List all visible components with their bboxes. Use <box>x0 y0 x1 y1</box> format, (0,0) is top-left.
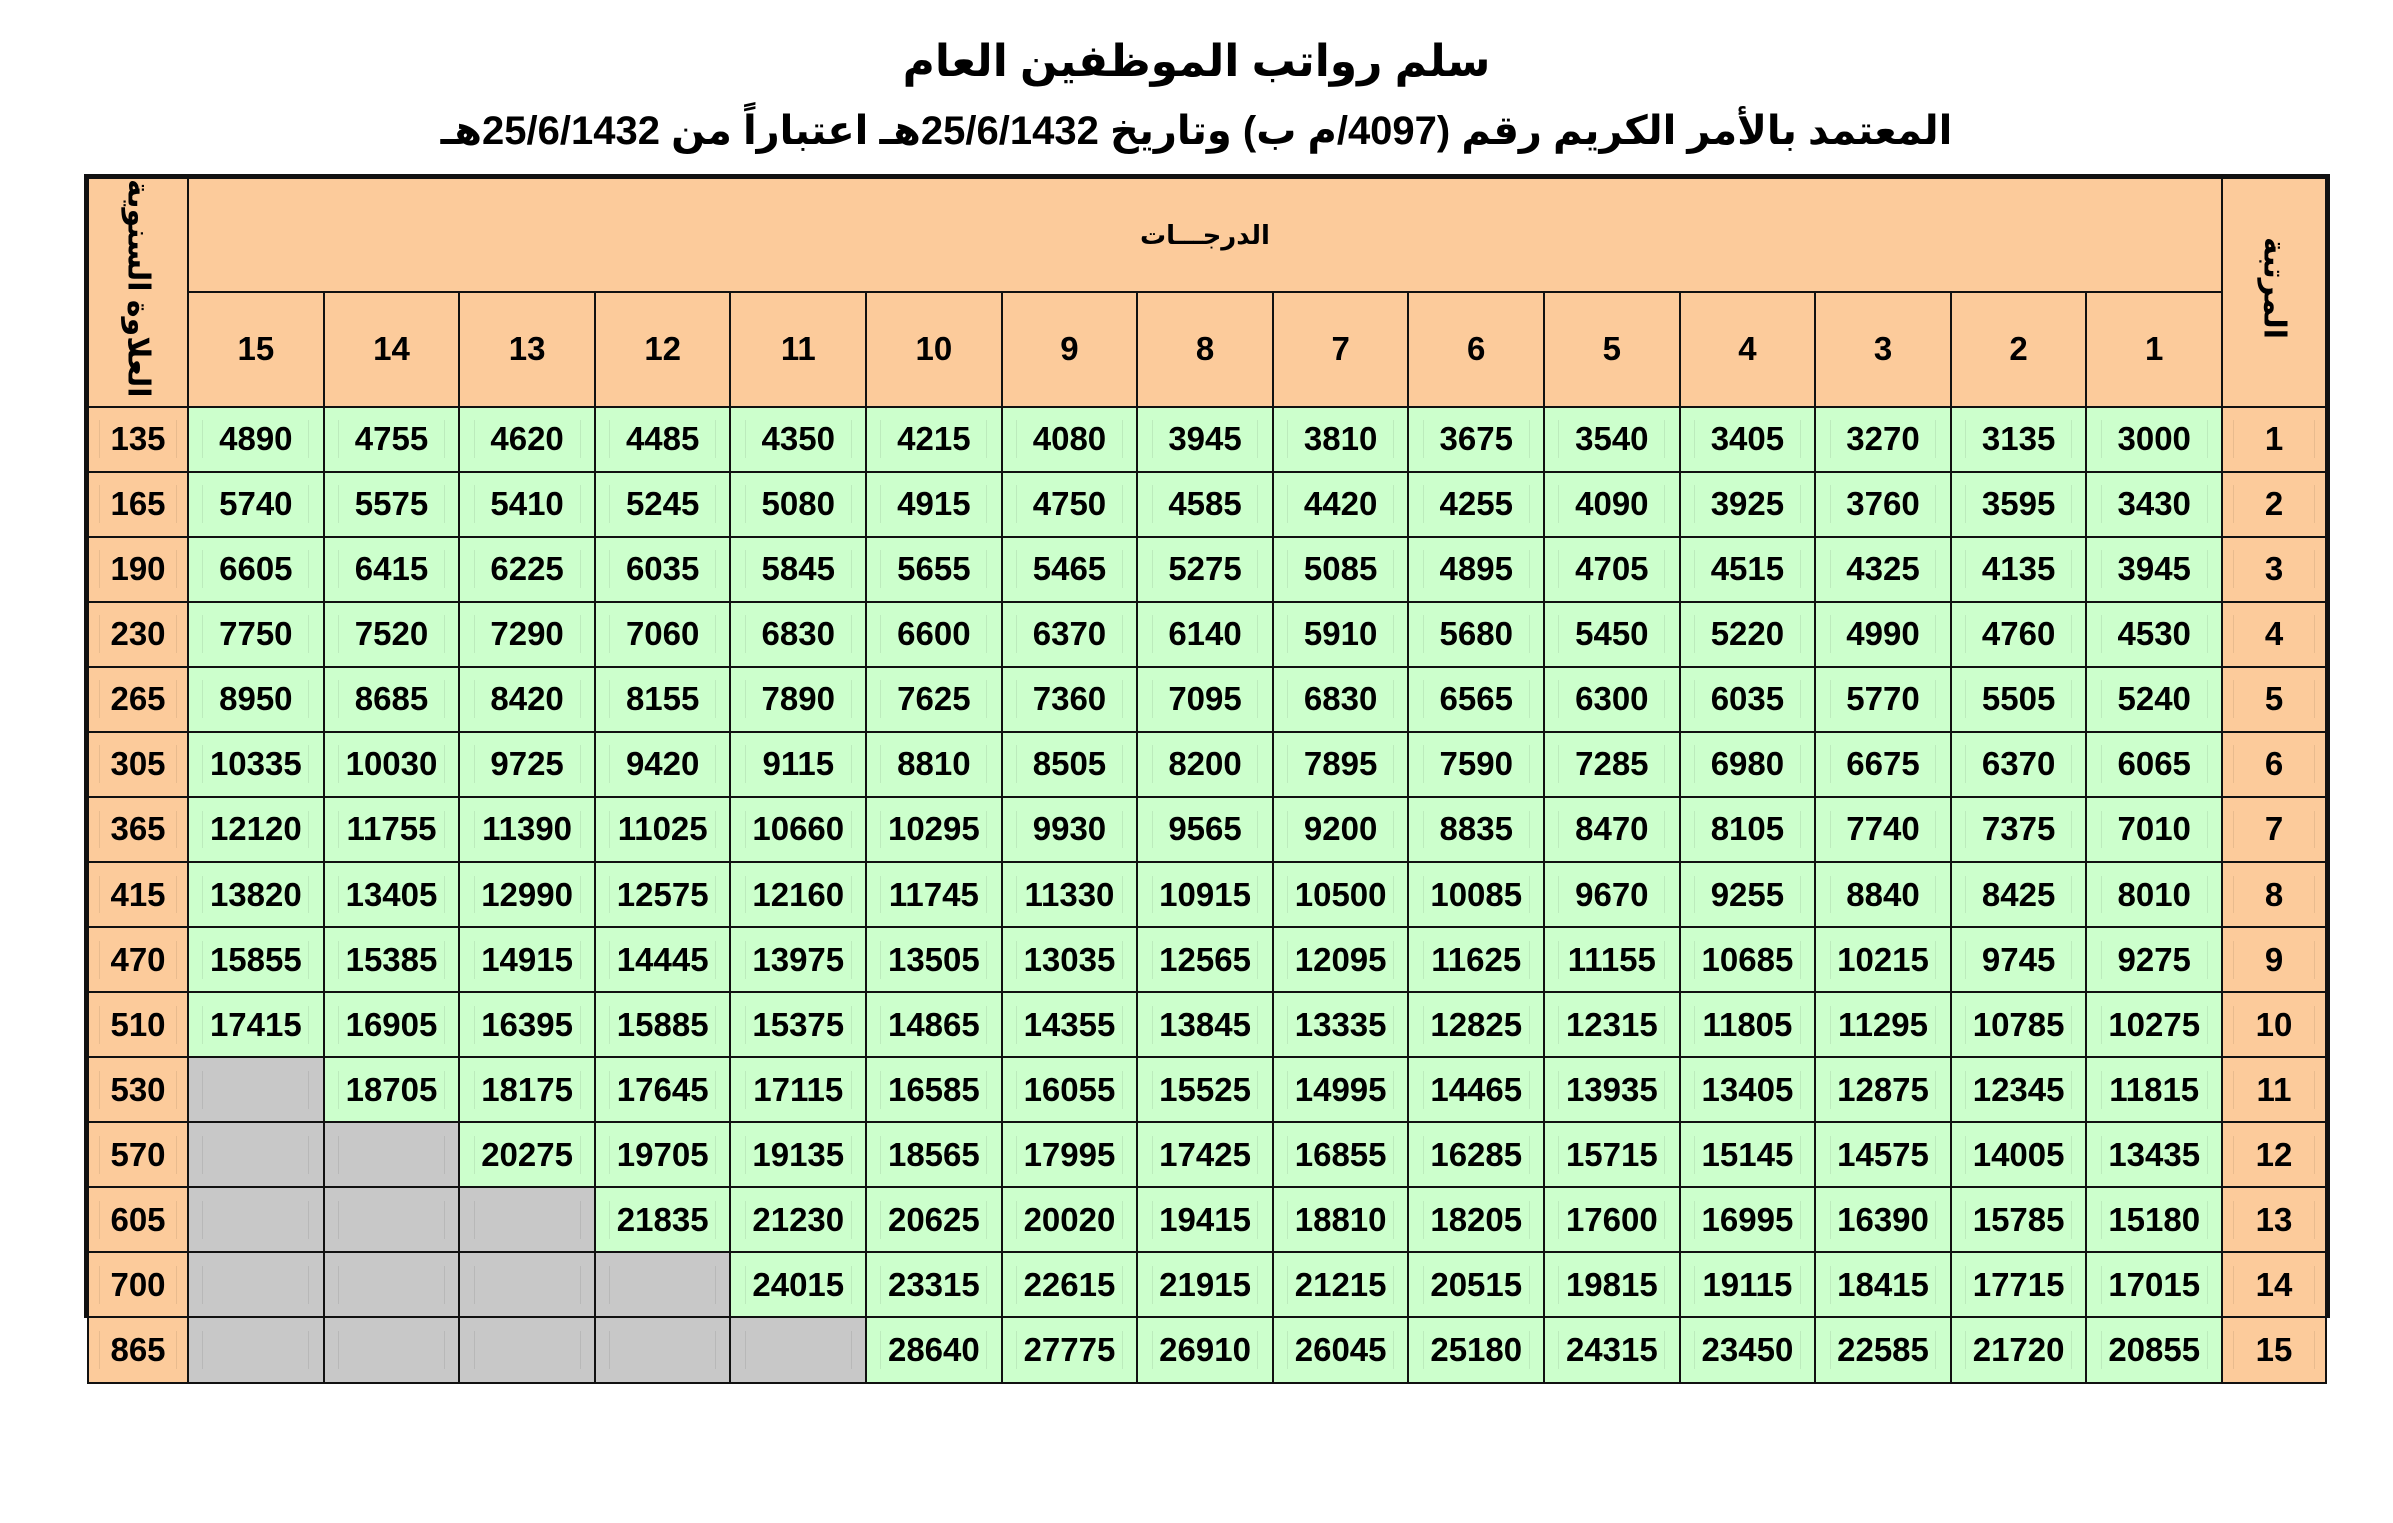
table-row <box>88 992 2326 1057</box>
salary-cell: 11025 <box>595 797 731 862</box>
salary-cell: 6830 <box>730 602 866 667</box>
salary-cell: 14445 <box>595 927 731 992</box>
salary-cell: 5240 <box>2086 667 2222 732</box>
salary-cell: 19705 <box>595 1122 731 1187</box>
salary-cell: 18205 <box>1408 1187 1544 1252</box>
degrees-header: الدرجـــات <box>188 178 2222 292</box>
salary-cell: 23450 <box>1680 1317 1816 1382</box>
salary-cell: 7895 <box>1273 732 1409 797</box>
annual-increment-cell: 700 <box>88 1252 188 1317</box>
salary-cell: 5680 <box>1408 602 1544 667</box>
salary-cell: 21230 <box>730 1187 866 1252</box>
table-row <box>88 927 2326 992</box>
salary-cell: 10685 <box>1680 927 1816 992</box>
salary-cell: 7590 <box>1408 732 1544 797</box>
empty-cell <box>459 1317 595 1382</box>
salary-cell: 5410 <box>459 472 595 537</box>
empty-cell <box>324 1187 460 1252</box>
salary-cell: 6600 <box>866 602 1002 667</box>
salary-cell: 4620 <box>459 407 595 472</box>
degree-header-2: 2 <box>1951 292 2087 406</box>
annual-increment-cell: 415 <box>88 862 188 927</box>
annual-increment-cell: 865 <box>88 1317 188 1382</box>
degree-header-1: 1 <box>2086 292 2222 406</box>
salary-cell: 9275 <box>2086 927 2222 992</box>
rank-header: المرتبة <box>2222 178 2326 407</box>
salary-cell: 13405 <box>324 862 460 927</box>
salary-cell: 24315 <box>1544 1317 1680 1382</box>
salary-cell: 12315 <box>1544 992 1680 1057</box>
salary-cell: 13935 <box>1544 1057 1680 1122</box>
empty-cell <box>730 1317 866 1382</box>
salary-cell: 4915 <box>866 472 1002 537</box>
salary-cell: 14005 <box>1951 1122 2087 1187</box>
salary-cell: 10915 <box>1137 862 1273 927</box>
rank-cell: 9 <box>2222 927 2326 992</box>
degree-header-4: 4 <box>1680 292 1816 406</box>
salary-cell: 6370 <box>1002 602 1138 667</box>
salary-cell: 5465 <box>1002 537 1138 602</box>
salary-cell: 21215 <box>1273 1252 1409 1317</box>
salary-cell: 3945 <box>1137 407 1273 472</box>
salary-cell: 3430 <box>2086 472 2222 537</box>
degree-header-9: 9 <box>1002 292 1138 406</box>
salary-cell: 4530 <box>2086 602 2222 667</box>
rank-cell: 6 <box>2222 732 2326 797</box>
empty-cell <box>188 1187 324 1252</box>
salary-cell: 4895 <box>1408 537 1544 602</box>
degree-header-12: 12 <box>595 292 731 406</box>
salary-cell: 4750 <box>1002 472 1138 537</box>
salary-cell: 17645 <box>595 1057 731 1122</box>
salary-cell: 5740 <box>188 472 324 537</box>
rank-cell: 4 <box>2222 602 2326 667</box>
salary-cell: 5770 <box>1815 667 1951 732</box>
salary-cell: 14575 <box>1815 1122 1951 1187</box>
salary-cell: 9745 <box>1951 927 2087 992</box>
salary-cell: 6605 <box>188 537 324 602</box>
salary-cell: 4350 <box>730 407 866 472</box>
salary-cell: 3595 <box>1951 472 2087 537</box>
salary-cell: 7360 <box>1002 667 1138 732</box>
salary-cell: 13435 <box>2086 1122 2222 1187</box>
salary-cell: 9670 <box>1544 862 1680 927</box>
degree-header-8: 8 <box>1137 292 1273 406</box>
table-row <box>88 797 2326 862</box>
salary-cell: 7285 <box>1544 732 1680 797</box>
salary-cell: 12990 <box>459 862 595 927</box>
salary-cell: 10660 <box>730 797 866 862</box>
salary-cell: 25180 <box>1408 1317 1544 1382</box>
salary-cell: 4090 <box>1544 472 1680 537</box>
salary-cell: 4325 <box>1815 537 1951 602</box>
table-row <box>88 862 2326 927</box>
empty-cell <box>324 1122 460 1187</box>
salary-cell: 21720 <box>1951 1317 2087 1382</box>
salary-cell: 4215 <box>866 407 1002 472</box>
salary-cell: 12095 <box>1273 927 1409 992</box>
salary-cell: 17115 <box>730 1057 866 1122</box>
salary-cell: 12875 <box>1815 1057 1951 1122</box>
salary-cell: 7060 <box>595 602 731 667</box>
salary-cell: 8425 <box>1951 862 2087 927</box>
salary-cell: 12120 <box>188 797 324 862</box>
empty-cell <box>459 1252 595 1317</box>
salary-cell: 6065 <box>2086 732 2222 797</box>
salary-cell: 4755 <box>324 407 460 472</box>
salary-cell: 10085 <box>1408 862 1544 927</box>
salary-cell: 6980 <box>1680 732 1816 797</box>
rank-cell: 10 <box>2222 992 2326 1057</box>
salary-cell: 15375 <box>730 992 866 1057</box>
salary-scale-table <box>84 174 2330 1368</box>
table-row <box>88 732 2326 797</box>
rank-cell: 13 <box>2222 1187 2326 1252</box>
annual-increment-cell: 265 <box>88 667 188 732</box>
salary-cell: 11390 <box>459 797 595 862</box>
degree-header-13: 13 <box>459 292 595 406</box>
degree-header-7: 7 <box>1273 292 1409 406</box>
salary-cell: 4080 <box>1002 407 1138 472</box>
salary-cell: 11805 <box>1680 992 1816 1057</box>
empty-cell <box>595 1252 731 1317</box>
salary-cell: 5245 <box>595 472 731 537</box>
annual-increment-cell: 190 <box>88 537 188 602</box>
salary-cell: 9200 <box>1273 797 1409 862</box>
salary-cell: 14915 <box>459 927 595 992</box>
salary-cell: 12825 <box>1408 992 1544 1057</box>
salary-cell: 11745 <box>866 862 1002 927</box>
salary-cell: 13975 <box>730 927 866 992</box>
rank-cell: 3 <box>2222 537 2326 602</box>
salary-cell: 8155 <box>595 667 731 732</box>
salary-cell: 7740 <box>1815 797 1951 862</box>
salary-cell: 5845 <box>730 537 866 602</box>
salary-cell: 10030 <box>324 732 460 797</box>
salary-cell: 23315 <box>866 1252 1002 1317</box>
salary-cell: 9930 <box>1002 797 1138 862</box>
annual-increment-cell: 510 <box>88 992 188 1057</box>
degree-header-14: 14 <box>324 292 460 406</box>
salary-cell: 5220 <box>1680 602 1816 667</box>
degree-header-5: 5 <box>1544 292 1680 406</box>
table-row <box>88 1187 2326 1252</box>
annual-increment-cell: 530 <box>88 1057 188 1122</box>
salary-cell: 22585 <box>1815 1317 1951 1382</box>
salary-cell: 10335 <box>188 732 324 797</box>
empty-cell <box>459 1187 595 1252</box>
annual-increment-cell: 470 <box>88 927 188 992</box>
salary-cell: 18810 <box>1273 1187 1409 1252</box>
salary-cell: 16395 <box>459 992 595 1057</box>
salary-cell: 8200 <box>1137 732 1273 797</box>
salary-cell: 8105 <box>1680 797 1816 862</box>
salary-cell: 9565 <box>1137 797 1273 862</box>
table-row <box>88 1057 2326 1122</box>
annual-increment-cell: 365 <box>88 797 188 862</box>
salary-cell: 6300 <box>1544 667 1680 732</box>
salary-cell: 11625 <box>1408 927 1544 992</box>
salary-cell: 19135 <box>730 1122 866 1187</box>
salary-cell: 12565 <box>1137 927 1273 992</box>
salary-cell: 3270 <box>1815 407 1951 472</box>
salary-cell: 3135 <box>1951 407 2087 472</box>
empty-cell <box>595 1317 731 1382</box>
salary-cell: 6415 <box>324 537 460 602</box>
salary-cell: 16995 <box>1680 1187 1816 1252</box>
salary-cell: 9725 <box>459 732 595 797</box>
salary-cell: 8950 <box>188 667 324 732</box>
degree-header-15: 15 <box>188 292 324 406</box>
salary-cell: 11815 <box>2086 1057 2222 1122</box>
salary-cell: 13335 <box>1273 992 1409 1057</box>
salary-cell: 6035 <box>595 537 731 602</box>
table-row <box>88 537 2326 602</box>
empty-cell <box>324 1252 460 1317</box>
salary-cell: 10785 <box>1951 992 2087 1057</box>
salary-cell: 18415 <box>1815 1252 1951 1317</box>
salary-cell: 6140 <box>1137 602 1273 667</box>
salary-cell: 3000 <box>2086 407 2222 472</box>
annual-increment-cell: 165 <box>88 472 188 537</box>
salary-cell: 24015 <box>730 1252 866 1317</box>
empty-cell <box>188 1122 324 1187</box>
salary-cell: 12160 <box>730 862 866 927</box>
salary-cell: 21915 <box>1137 1252 1273 1317</box>
salary-cell: 16855 <box>1273 1122 1409 1187</box>
salary-cell: 13035 <box>1002 927 1138 992</box>
salary-cell: 16390 <box>1815 1187 1951 1252</box>
degree-header-3: 3 <box>1815 292 1951 406</box>
salary-cell: 9255 <box>1680 862 1816 927</box>
salary-cell: 7520 <box>324 602 460 667</box>
salary-cell: 22615 <box>1002 1252 1138 1317</box>
salary-cell: 7010 <box>2086 797 2222 862</box>
salary-cell: 10295 <box>866 797 1002 862</box>
table-row <box>88 407 2326 472</box>
salary-cell: 8840 <box>1815 862 1951 927</box>
salary-cell: 4515 <box>1680 537 1816 602</box>
table-row <box>88 1122 2326 1187</box>
page-subtitle: المعتمد بالأمر الكريم رقم (4097/م ب) وتاريخ 25/6/1432هـ اعتباراً من 25/6/1432هـ <box>440 109 1953 153</box>
salary-cell: 20020 <box>1002 1187 1138 1252</box>
annual-increment-cell: 305 <box>88 732 188 797</box>
salary-cell: 11755 <box>324 797 460 862</box>
empty-cell <box>188 1317 324 1382</box>
salary-cell: 15145 <box>1680 1122 1816 1187</box>
table-row <box>88 602 2326 667</box>
rank-cell: 12 <box>2222 1122 2326 1187</box>
salary-cell: 6830 <box>1273 667 1409 732</box>
salary-cell: 8010 <box>2086 862 2222 927</box>
salary-cell: 16905 <box>324 992 460 1057</box>
salary-cell: 18705 <box>324 1057 460 1122</box>
salary-cell: 12575 <box>595 862 731 927</box>
degree-header-6: 6 <box>1408 292 1544 406</box>
empty-cell <box>188 1252 324 1317</box>
salary-cell: 11330 <box>1002 862 1138 927</box>
salary-cell: 3675 <box>1408 407 1544 472</box>
annual-increment-cell: 135 <box>88 407 188 472</box>
salary-cell: 19415 <box>1137 1187 1273 1252</box>
salary-cell: 15715 <box>1544 1122 1680 1187</box>
salary-cell: 28640 <box>866 1317 1002 1382</box>
salary-cell: 7625 <box>866 667 1002 732</box>
salary-cell: 16055 <box>1002 1057 1138 1122</box>
salary-cell: 14355 <box>1002 992 1138 1057</box>
salary-cell: 4255 <box>1408 472 1544 537</box>
salary-cell: 17715 <box>1951 1252 2087 1317</box>
salary-cell: 15385 <box>324 927 460 992</box>
salary-cell: 20275 <box>459 1122 595 1187</box>
salary-cell: 20855 <box>2086 1317 2222 1382</box>
salary-cell: 5450 <box>1544 602 1680 667</box>
salary-cell: 5655 <box>866 537 1002 602</box>
salary-cell: 6565 <box>1408 667 1544 732</box>
salary-cell: 19815 <box>1544 1252 1680 1317</box>
salary-cell: 13820 <box>188 862 324 927</box>
page-title: سلم رواتب الموظفين العام <box>902 37 1491 86</box>
salary-cell: 5085 <box>1273 537 1409 602</box>
salary-cell: 15525 <box>1137 1057 1273 1122</box>
salary-cell: 4135 <box>1951 537 2087 602</box>
salary-cell: 4990 <box>1815 602 1951 667</box>
salary-cell: 3810 <box>1273 407 1409 472</box>
salary-cell: 3405 <box>1680 407 1816 472</box>
salary-cell: 8420 <box>459 667 595 732</box>
salary-cell: 7750 <box>188 602 324 667</box>
rank-cell: 2 <box>2222 472 2326 537</box>
salary-cell: 10275 <box>2086 992 2222 1057</box>
annual-increment-header: العلاوة السنوية <box>88 178 188 407</box>
salary-cell: 6675 <box>1815 732 1951 797</box>
salary-cell: 9115 <box>730 732 866 797</box>
salary-cell: 4420 <box>1273 472 1409 537</box>
rank-cell: 7 <box>2222 797 2326 862</box>
rank-cell: 1 <box>2222 407 2326 472</box>
salary-cell: 7095 <box>1137 667 1273 732</box>
degree-header-11: 11 <box>730 292 866 406</box>
salary-cell: 12345 <box>1951 1057 2087 1122</box>
rank-cell: 5 <box>2222 667 2326 732</box>
table-row <box>88 1252 2326 1317</box>
salary-cell: 17995 <box>1002 1122 1138 1187</box>
salary-cell: 17015 <box>2086 1252 2222 1317</box>
salary-cell: 26045 <box>1273 1317 1409 1382</box>
rank-cell: 15 <box>2222 1317 2326 1382</box>
salary-cell: 18565 <box>866 1122 1002 1187</box>
salary-cell: 8505 <box>1002 732 1138 797</box>
salary-cell: 4485 <box>595 407 731 472</box>
salary-cell: 7290 <box>459 602 595 667</box>
salary-cell: 3945 <box>2086 537 2222 602</box>
salary-cell: 5505 <box>1951 667 2087 732</box>
salary-cell: 3925 <box>1680 472 1816 537</box>
rank-cell: 14 <box>2222 1252 2326 1317</box>
salary-cell: 17425 <box>1137 1122 1273 1187</box>
salary-cell: 8835 <box>1408 797 1544 862</box>
salary-cell: 7375 <box>1951 797 2087 862</box>
salary-cell: 10215 <box>1815 927 1951 992</box>
salary-cell: 13405 <box>1680 1057 1816 1122</box>
salary-cell: 5275 <box>1137 537 1273 602</box>
salary-cell: 14995 <box>1273 1057 1409 1122</box>
salary-cell: 14465 <box>1408 1057 1544 1122</box>
salary-cell: 11295 <box>1815 992 1951 1057</box>
salary-cell: 9420 <box>595 732 731 797</box>
salary-cell: 16285 <box>1408 1122 1544 1187</box>
annual-increment-cell: 230 <box>88 602 188 667</box>
salary-cell: 4705 <box>1544 537 1680 602</box>
salary-cell: 15855 <box>188 927 324 992</box>
salary-cell: 27775 <box>1002 1317 1138 1382</box>
salary-cell: 4890 <box>188 407 324 472</box>
salary-cell: 7890 <box>730 667 866 732</box>
salary-cell: 15785 <box>1951 1187 2087 1252</box>
salary-cell: 17415 <box>188 992 324 1057</box>
salary-cell: 26910 <box>1137 1317 1273 1382</box>
table-row <box>88 1317 2326 1382</box>
degree-header-10: 10 <box>866 292 1002 406</box>
salary-cell: 8685 <box>324 667 460 732</box>
salary-cell: 18175 <box>459 1057 595 1122</box>
rank-cell: 8 <box>2222 862 2326 927</box>
salary-cell: 10500 <box>1273 862 1409 927</box>
rank-cell: 11 <box>2222 1057 2326 1122</box>
salary-cell: 3760 <box>1815 472 1951 537</box>
salary-cell: 6035 <box>1680 667 1816 732</box>
salary-cell: 6370 <box>1951 732 2087 797</box>
salary-cell: 5575 <box>324 472 460 537</box>
salary-cell: 5910 <box>1273 602 1409 667</box>
salary-cell: 16585 <box>866 1057 1002 1122</box>
salary-cell: 5080 <box>730 472 866 537</box>
salary-cell: 13505 <box>866 927 1002 992</box>
salary-cell: 20515 <box>1408 1252 1544 1317</box>
empty-cell <box>188 1057 324 1122</box>
salary-cell: 15885 <box>595 992 731 1057</box>
annual-increment-cell: 570 <box>88 1122 188 1187</box>
salary-cell: 8470 <box>1544 797 1680 862</box>
annual-increment-cell: 605 <box>88 1187 188 1252</box>
salary-cell: 21835 <box>595 1187 731 1252</box>
salary-cell: 17600 <box>1544 1187 1680 1252</box>
salary-cell: 20625 <box>866 1187 1002 1252</box>
salary-cell: 11155 <box>1544 927 1680 992</box>
salary-cell: 6225 <box>459 537 595 602</box>
salary-cell: 14865 <box>866 992 1002 1057</box>
table-row <box>88 472 2326 537</box>
salary-cell: 19115 <box>1680 1252 1816 1317</box>
salary-cell: 15180 <box>2086 1187 2222 1252</box>
salary-cell: 4760 <box>1951 602 2087 667</box>
empty-cell <box>324 1317 460 1382</box>
table-row <box>88 667 2326 732</box>
salary-cell: 13845 <box>1137 992 1273 1057</box>
salary-cell: 4585 <box>1137 472 1273 537</box>
salary-cell: 8810 <box>866 732 1002 797</box>
salary-cell: 3540 <box>1544 407 1680 472</box>
